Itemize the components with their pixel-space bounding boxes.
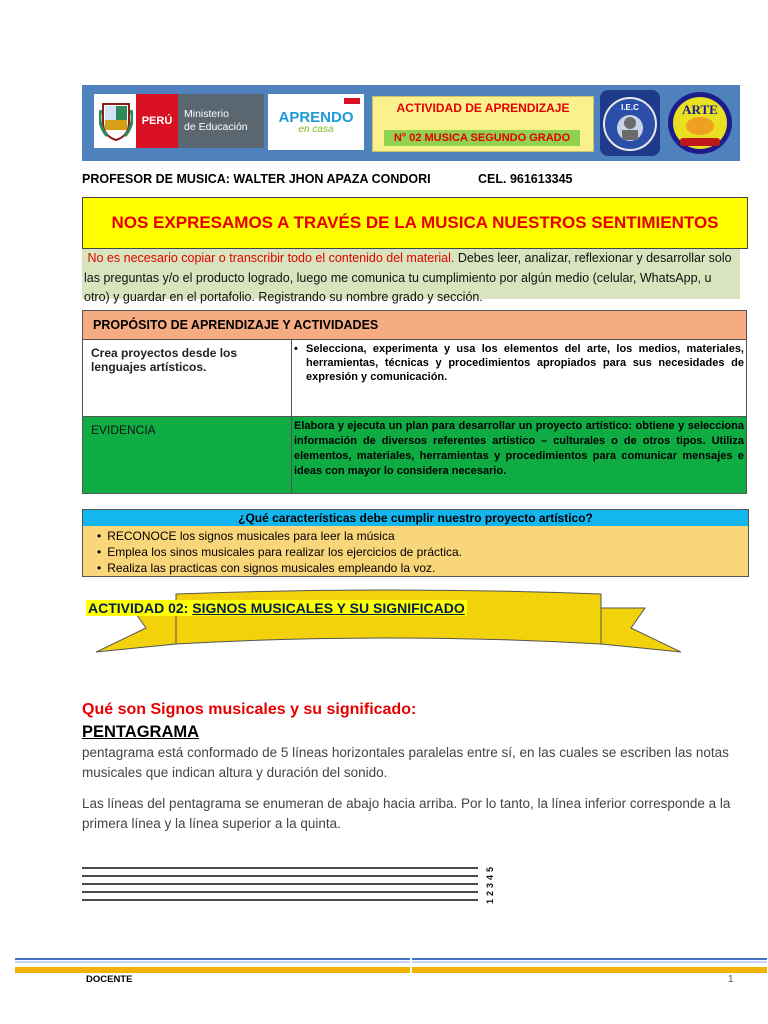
teacher-name: PROFESOR DE MUSICA: WALTER JHON APAZA CONDORI	[82, 172, 431, 186]
teacher-phone: CEL. 961613345	[478, 172, 573, 186]
capacity-text: Selecciona, experimenta y usa los elementos del arte, los medios, materiales, herramientas, técnicas y procedimientos apropiados para sus necesidades de expresión y comunicación.	[306, 343, 744, 383]
aprendo-en-casa-logo	[268, 94, 364, 150]
svg-text:ARTE: ARTE	[682, 102, 718, 117]
activity-heading	[86, 600, 467, 616]
bullet-icon: •	[294, 343, 298, 355]
list-item: • RECONOCE los signos musicales para leer la música	[97, 528, 748, 544]
paragraph-2: Las líneas del pentagrama se enumeran de abajo hacia arriba. Por lo tanto, la línea inferior corresponde a la primera línea y la línea superior a la quinta.	[82, 796, 731, 831]
purpose-table	[82, 310, 747, 494]
arte-cultura-logo	[666, 90, 734, 156]
staff-number: 1	[485, 898, 495, 904]
ribbon-banner	[96, 588, 681, 660]
competence-cell: Crea proyectos desde los lenguajes artísticos.	[83, 340, 292, 417]
staff-number: 3	[485, 882, 495, 888]
characteristics-box	[82, 509, 749, 577]
evidence-label: EVIDENCIA	[83, 417, 292, 494]
peru-label: PERÚ	[136, 94, 178, 148]
note-text: Debes leer, analizar, reflexionar y desarrollar solo las preguntas y/o el producto logrado, luego me comunica tu cumplimiento por algún medio (celular, WhatsApp, u otro) y guardar en el portafolio. Registrando su nombre grado y sección.	[84, 251, 732, 304]
paragraph-1: pentagrama está conformado de 5 líneas horizontales paralelas entre sí, en las cuales se escriben las notas musicales que indican altura y duración del sonido.	[82, 745, 729, 780]
main-title-box	[82, 197, 748, 249]
staff-illustration	[82, 860, 502, 916]
activity-title: ACTIVIDAD DE APRENDIZAJE	[396, 101, 570, 115]
coat-of-arms-icon	[96, 98, 136, 144]
section-question: Qué son Signos musicales y su significado:	[82, 701, 417, 718]
capacity-cell	[292, 340, 747, 417]
staff-number: 2	[485, 890, 495, 896]
evidence-text: Elabora y ejecuta un plan para desarrollar un proyecto artístico: obtiene y selecciona información de diversos referentes artístico – culturales o de otros tipos. Utiliza elementos, materiales, herramientas y procedimientos para comunicar mensajes e ideas con mayor lo considera necesario.	[294, 420, 744, 477]
characteristics-header: ¿Qué características debe cumplir nuestro proyecto artístico?	[83, 510, 748, 526]
ministry-line-1: Ministerio	[184, 108, 229, 120]
purpose-header: PROPÓSITO DE APRENDIZAJE Y ACTIVIDADES	[83, 311, 747, 340]
activity-heading-title: SIGNOS MUSICALES Y SU SIGNIFICADO	[192, 600, 465, 616]
list-item: • Realiza las practicas con signos musicales empleando la voz.	[97, 560, 748, 576]
evidence-cell	[292, 417, 747, 494]
svg-text:I.E.C: I.E.C	[621, 103, 639, 112]
pentagrama-heading: PENTAGRAMA	[82, 723, 200, 741]
characteristics-list	[83, 528, 748, 576]
main-title: NOS EXPRESAMOS A TRAVÉS DE LA MUSICA NUESTROS SENTIMIENTOS	[111, 213, 719, 232]
brand-mark-icon	[344, 98, 360, 104]
note-warning: No es necesario copiar o transcribir todo el contenido del material.	[87, 251, 455, 265]
ministry-name	[178, 94, 264, 148]
en-casa-text: en casa	[298, 124, 334, 135]
instructions-note	[84, 249, 736, 308]
school-logo	[600, 90, 660, 156]
list-item: • Emplea los sinos musicales para realizar los ejercicios de práctica.	[97, 544, 748, 560]
activity-label: ACTIVIDAD 02:	[88, 600, 193, 616]
page-number: 1	[728, 974, 734, 985]
ministry-line-2: de Educación	[184, 121, 248, 133]
activity-subtitle: N° 02 MUSICA SEGUNDO GRADO	[384, 130, 580, 146]
footer-label: DOCENTE	[86, 974, 133, 985]
minedu-logo	[94, 94, 264, 148]
staff-number: 4	[485, 874, 495, 880]
staff-number: 5	[485, 866, 495, 872]
aprendo-text: APRENDO	[278, 109, 354, 126]
footer-lines	[15, 956, 767, 976]
